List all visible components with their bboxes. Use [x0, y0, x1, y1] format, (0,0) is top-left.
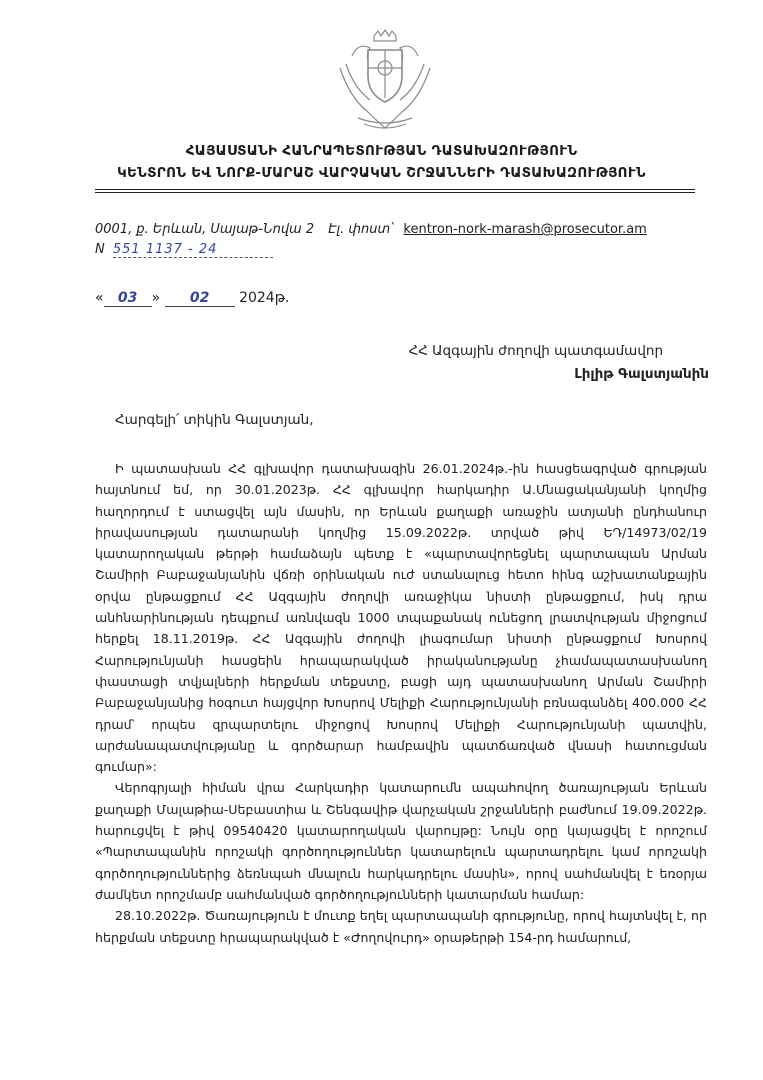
- body-paragraph: 28.10.2022թ. Ծառայություն է մուտք եղել պարտապանի գրությունը, որով հայտնվել է, որ հերքման տեքստը հրապարակված է «Ժողովուրդ» օրաթերթի 154-րդ համարում,: [95, 908, 707, 945]
- coat-of-arms-icon: [330, 28, 440, 136]
- organization-name-line2: ԿԵՆՏՐՈՆ ԵՎ ՆՈՐՔ-ՄԱՐԱՇ ՎԱՐՉԱԿԱՆ ՇՐՋԱՆՆԵՐԻ ԴԱՏԱԽԱԶՈՒԹՅՈՒՆ: [117, 165, 646, 181]
- salutation: Հարգելի՛ տիկին Գալստյան,: [115, 412, 314, 428]
- header-rule-thin: [95, 192, 695, 193]
- date-open-quote: «: [95, 290, 104, 306]
- reference-number: [95, 242, 273, 258]
- body-paragraph: Ի պատասխան ՀՀ գլխավոր դատախազին 26.01.2024թ.-ին հասցեագրված գրության հայտնում եմ, որ 30.01.2023թ. ՀՀ գլխավոր հարկադիր Ա.Մնացականյանի կողմից հաղորդում է ստացվել այն մասին, որ Երևան քաղաքի առաջին ատյանի ընդհանուր իրավասության դատարանի կողմից 15.09.2022թ. տրված թիվ ԵԴ/14973/02/19 կատարողական թերթի համաձայն պետք է «պարտավորեցնել պարտապան Արման Շամիրի Բաբաջանյանին վճռի օրինական ուժ ստանալուց հետո հինգ աշխատանքային օրվա ընթացքում ՀՀ Ազգային ժողովի առաջիկա նիստի ընթացքում, իսկ դրա անհնարինության դեպքում առնվազն 1000 տպաքանակ ունեցող լրատվության միջոցում հերքել 18.11.2019թ. ՀՀ Ազգային ժողովի լիագումար նիստի ընթացքում Խոսրով Հարությունյանի հասցեին հրապարակված իրականությանը չհամապատասխանող փաստացի տվյալների հերքման տեքստը, բացի այդ պատասխանող Արման Շամիրի Բաբաջանյանից hօգուտ հայցվոր Խոսրով Մելիքի Հարությունյանի բռնագանձել 400.000 ՀՀ դրամ՝ որպես զրպարտելու միջոցով Խոսրով Մելիքի Հարությունյանի պատվին, արժանապատվությանը և գործարար համբավին պատճառված վնասի հատուցման գումար»:: [95, 461, 707, 775]
- recipient-title: ՀՀ Ազգային ժողովի պատգամավոր: [408, 343, 663, 359]
- organization-name-line1: ՀԱՅԱՍՏԱՆԻ ՀԱՆՐԱՊԵՏՈՒԹՅԱՆ ԴԱՏԱԽԱԶՈՒԹՅՈՒՆ: [185, 143, 578, 159]
- handwritten-number: 551 1137 - 24: [113, 242, 273, 258]
- address: 0001, ք. Երևան, Սայաթ-Նովա 2: [95, 222, 315, 237]
- letter-date: [95, 290, 289, 307]
- email-label: Էլ. փոստ՝: [328, 222, 394, 237]
- date-close-quote: »: [151, 290, 161, 306]
- header-rule: [95, 189, 695, 190]
- date-day: 03: [104, 290, 152, 307]
- email-link[interactable]: kentron-nork-marash@prosecutor.am: [403, 222, 647, 237]
- date-year: 2024թ.: [239, 290, 290, 306]
- letter-body: [95, 458, 707, 948]
- date-month: 02: [165, 290, 235, 307]
- recipient-name: Լիլիթ Գալստյանին: [574, 366, 709, 382]
- contact-line: [95, 222, 647, 237]
- number-label: N: [95, 242, 105, 257]
- body-paragraph: Վերոգրյալի հիման վրա Հարկադիր կատարումն ապահովող ծառայության Երևան քաղաքի Մալաթիա-Սեբաստիա և Շենգավիթ վարչական շրջանների բաժնում 19.09.2022թ. հարուցվել է թիվ 09540420 կատարողական վարույթը: Նույն օրը կայացվել է որոշում «Պարտապանին որոշակի գործողություններ կատարելուն պարտադրելու կամ որոշակի գործողություններից ձեռնպահ մնալուն հարկադրելու մասին», որով սահմանվել է եռօրյա ժամկետ որոշմամբ սահմանված գործողությունների կատարման համար:: [95, 780, 707, 902]
